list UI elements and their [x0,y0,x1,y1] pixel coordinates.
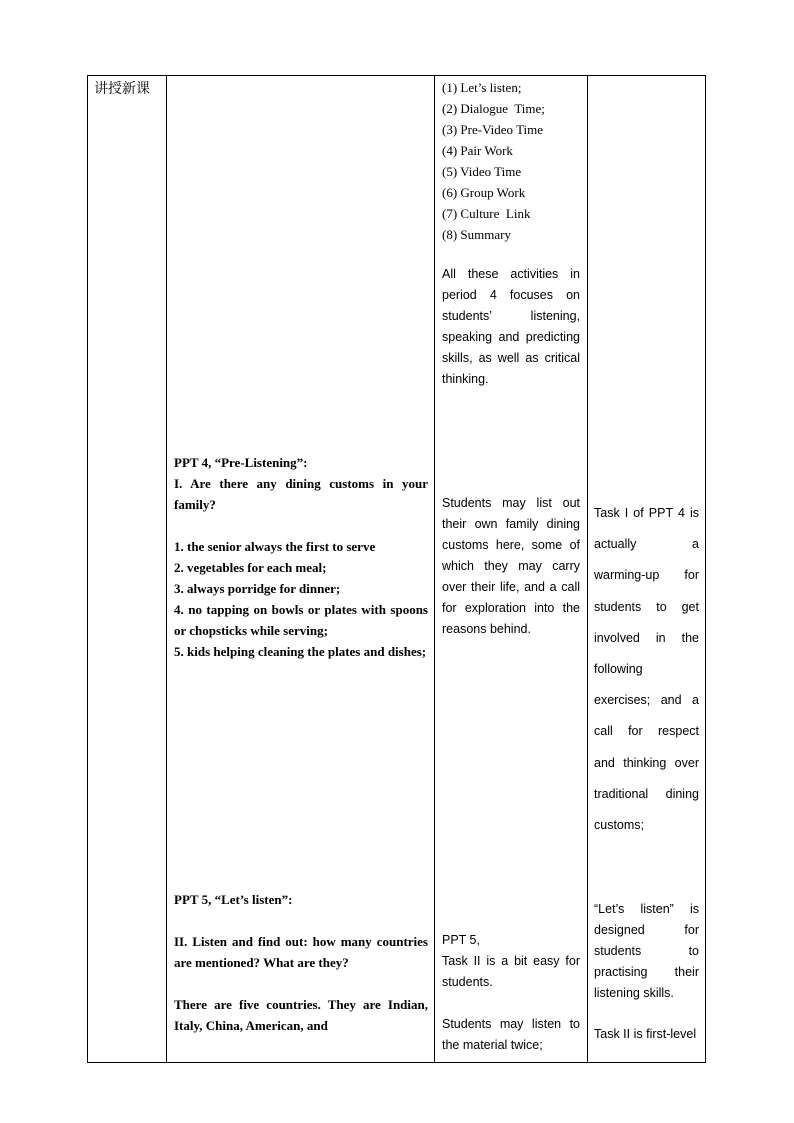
ppt4-note [442,493,580,640]
activities-focus-text: All these activities in period 4 focuses on students’ listening, speaking and predicting skills, as well as critical thinking. [442,267,580,386]
ppt4-item: 5. kids helping cleaning the plates and dishes; [174,644,427,659]
column-divider-1 [166,75,167,1063]
task1-comment-text: Task I of PPT 4 is actually a warming-up for students to get involved in the following exercises; and a call for respect and thinking over traditional dining customs; [594,506,699,833]
ppt4-question: I. Are there any dining customs in your family? [174,476,428,512]
task1-comment [594,498,699,841]
activity-item: (7) Culture Link [442,206,531,221]
ppt5-question: II. Listen and find out: how many countries are mentioned? What are they? [174,934,428,970]
activity-item: (5) Video Time [442,164,522,179]
ppt4-item: 3. always porridge for dinner; [174,581,341,596]
ppt5-note [442,930,580,1056]
ppt5-answer: There are five countries. They are Indian, Italy, China, American, and [174,997,428,1033]
ppt5-note-title: PPT 5, [442,933,480,947]
column-divider-3 [587,75,588,1063]
ppt5-note-text-2: Students may listen to the material twice; [442,1017,580,1052]
ppt5-note-text: Task II is a bit easy for students. [442,954,580,989]
ppt4-item: 1. the senior always the first to serve [174,539,376,554]
ppt4-section [174,452,428,662]
task2-comment [594,1024,699,1045]
activity-item: (6) Group Work [442,185,526,200]
ppt4-item: 4. no tapping on bowls or plates with spoons or chopsticks while serving; [174,602,428,638]
activity-item: (1) Let’s listen; [442,80,522,95]
column-divider-2 [434,75,435,1063]
activities-section [442,77,580,245]
stage-label: 讲授新课 [94,81,150,97]
activity-item: (3) Pre-Video Time [442,122,544,137]
ppt4-item: 2. vegetables for each meal; [174,560,327,575]
ppt5-heading: PPT 5, “Let’s listen”: [174,892,293,907]
letslisten-comment-text: “Let’s listen” is designed for students to practising their listening skills. [594,902,699,1000]
ppt4-heading: PPT 4, “Pre-Listening”: [174,455,308,470]
activity-item: (4) Pair Work [442,143,513,158]
activity-item: (8) Summary [442,227,511,242]
task2-comment-text: Task II is first-level [594,1027,697,1041]
activities-focus [442,264,580,390]
activity-item: (2) Dialogue Time; [442,101,545,116]
ppt4-note-text: Students may list out their own family dining customs here, some of which they may carry over their life, and a call for exploration into the reasons behind. [442,496,580,636]
ppt5-section [174,889,428,1036]
letslisten-comment [594,899,699,1004]
